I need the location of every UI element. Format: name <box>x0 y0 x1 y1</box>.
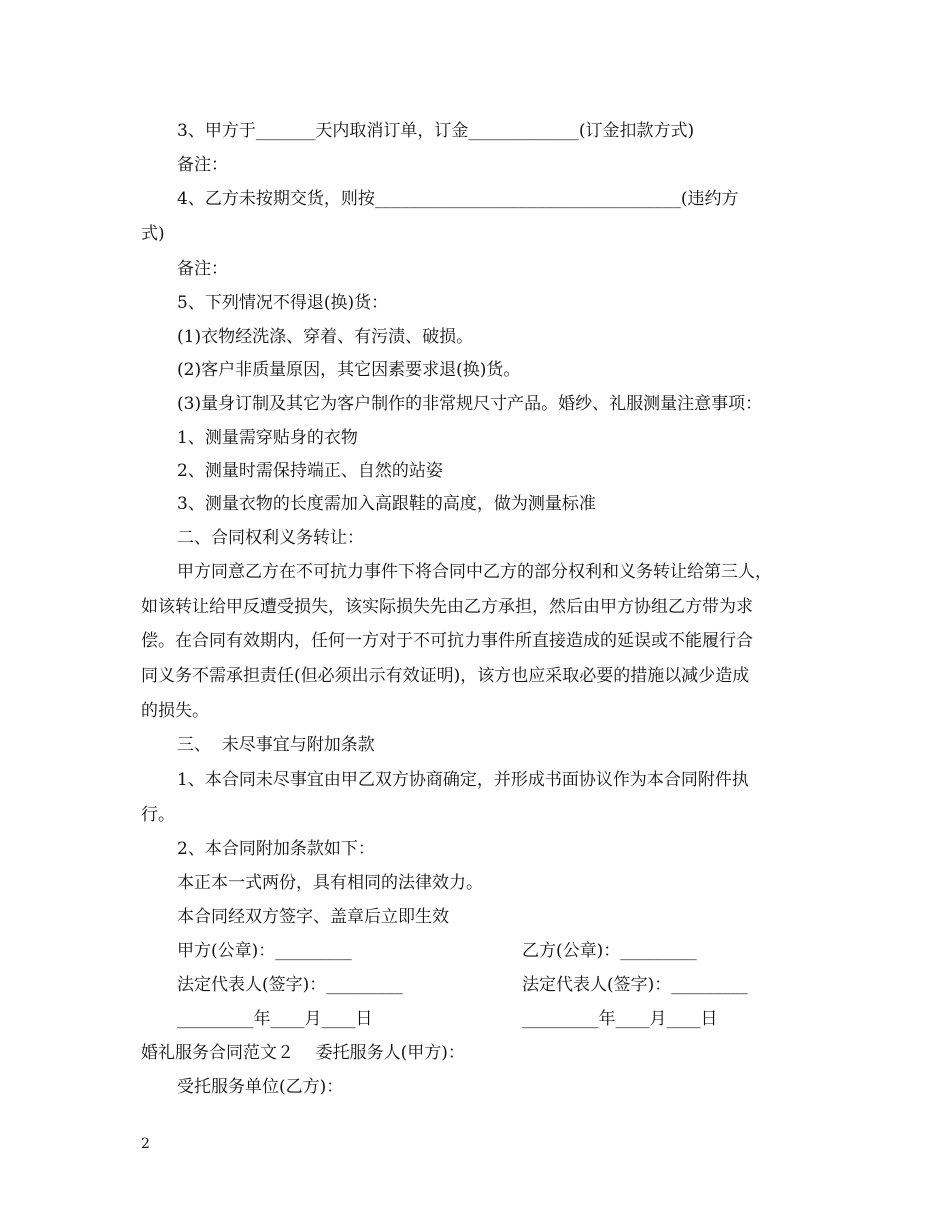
clause-5-item-1: (1)衣物经洗涤、穿着、有污渍、破损。 <box>177 327 474 347</box>
page-number: 2 <box>141 1136 150 1152</box>
measure-note-2: 2、测量时需保持端正、自然的站姿 <box>177 461 443 481</box>
section-2-para-line-5: 的损失。 <box>141 701 209 721</box>
party-b-date: _________年____月____日 <box>522 1009 718 1029</box>
copies-note: 本正本一式两份，具有相同的法律效力。 <box>177 873 483 893</box>
party-b-seal: 乙方(公章)：_________ <box>522 941 697 961</box>
section-3-item-1-cont: 行。 <box>141 805 175 825</box>
section-2-heading: 二、合同权利义务转让： <box>177 528 364 548</box>
party-a-representative: 法定代表人(签字)：_________ <box>177 975 403 995</box>
measure-note-3: 3、测量衣物的长度需加入高跟鞋的高度，做为测量标准 <box>177 494 596 514</box>
clause-4: 4、乙方未按期交货，则按____________________________________(违约方 <box>177 189 739 209</box>
section-3-item-1: 1、本合同未尽事宜由甲乙双方协商确定，并形成书面协议作为本合同附件执 <box>177 770 749 790</box>
contract-2-heading: 婚礼服务合同范文２ 委托服务人(甲方)： <box>141 1043 465 1063</box>
clause-4-cont: 式) <box>141 224 165 244</box>
section-2-para-line-1: 甲方同意乙方在不可抗力事件下将合同中乙方的部分权利和义务转让给第三人， <box>177 562 772 582</box>
contract-2-party-b: 受托服务单位(乙方)： <box>177 1077 344 1097</box>
measure-note-1: 1、测量需穿贴身的衣物 <box>177 428 358 448</box>
party-a-date: _________年____月____日 <box>177 1009 373 1029</box>
clause-5-item-2: (2)客户非质量原因，其它因素要求退(换)货。 <box>177 360 521 380</box>
clause-5: 5、下列情况不得退(换)货： <box>177 293 389 313</box>
party-b-representative: 法定代表人(签字)：_________ <box>522 975 748 995</box>
section-2-para-line-2: 如该转让给甲反遭受损失，该实际损失先由乙方承担，然后由甲方协组乙方带为求 <box>141 597 753 617</box>
remark-1: 备注： <box>177 155 228 175</box>
section-2-para-line-3: 偿。在合同有效期内，任何一方对于不可抗力事件所直接造成的延误或不能履行合 <box>141 631 753 651</box>
remark-2: 备注： <box>177 259 228 279</box>
effective-note: 本合同经双方签字、盖章后立即生效 <box>177 907 449 927</box>
clause-3: 3、甲方于_______天内取消订单，订金_____________(订金扣款方式) <box>177 121 695 141</box>
section-3-heading: 三、 未尽事宜与附加条款 <box>177 735 375 755</box>
party-a-seal: 甲方(公章)：_________ <box>177 941 352 961</box>
clause-5-item-3: (3)量身订制及其它为客户制作的非常规尺寸产品。婚纱、礼服测量注意事项： <box>177 394 763 414</box>
section-3-item-2: 2、本合同附加条款如下： <box>177 839 375 859</box>
section-2-para-line-4: 同义务不需承担责任(但必须出示有效证明)，该方也应采取必要的措施以减少造成 <box>141 666 750 686</box>
